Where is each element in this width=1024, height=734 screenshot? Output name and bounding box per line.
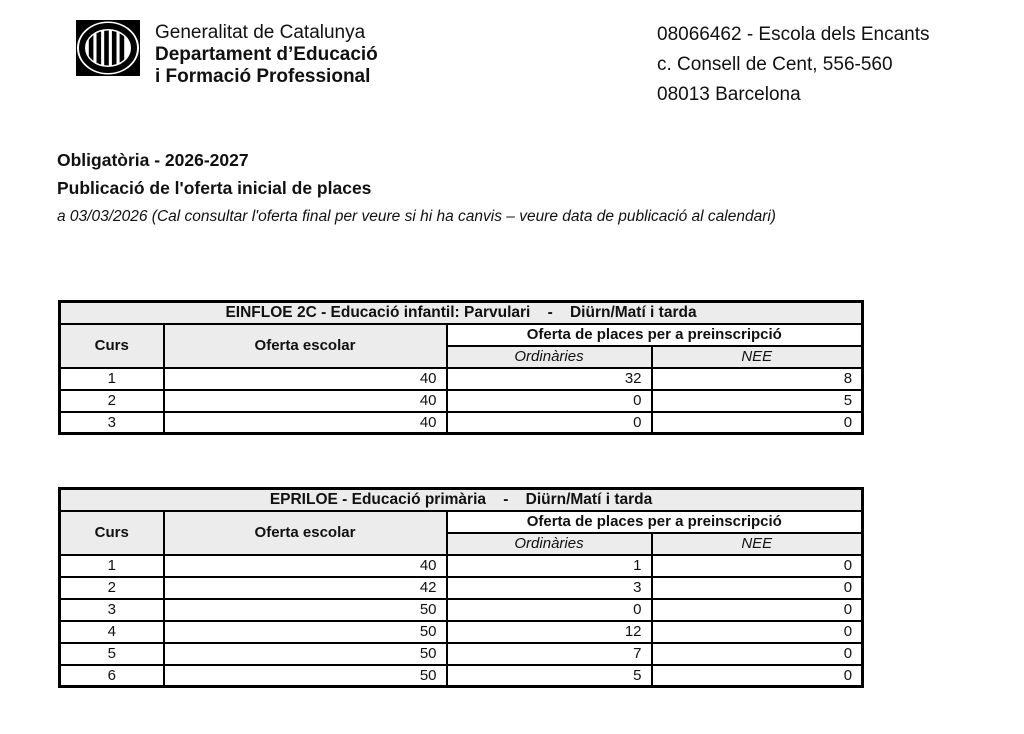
page-subtitle: Publicació de l'oferta inicial de places bbox=[57, 178, 372, 198]
cell-ordinaries: 0 bbox=[447, 599, 652, 621]
cell-curs: 3 bbox=[60, 412, 164, 434]
table-title: EPRILOE - Educació primària - Diürn/Matí i tarda bbox=[60, 489, 863, 511]
org-name-line1: Generalitat de Catalunya bbox=[155, 22, 366, 43]
table-title: EINFLOE 2C - Educació infantil: Parvulari - Diürn/Matí i tarda bbox=[60, 302, 863, 324]
table-row bbox=[60, 390, 863, 412]
org-name-line2: Departament d’Educació bbox=[155, 44, 378, 65]
cell-nee: 0 bbox=[652, 555, 863, 577]
col-header-nee: NEE bbox=[652, 346, 863, 368]
cell-ordinaries: 0 bbox=[447, 412, 652, 434]
org-name-line3: i Formació Professional bbox=[155, 66, 371, 87]
cell-oferta-escolar: 50 bbox=[164, 643, 447, 665]
cell-curs: 3 bbox=[60, 599, 164, 621]
table-row bbox=[60, 665, 863, 687]
table-row bbox=[60, 621, 863, 643]
cell-oferta-escolar: 40 bbox=[164, 368, 447, 390]
cell-nee: 0 bbox=[652, 621, 863, 643]
cell-curs: 2 bbox=[60, 577, 164, 599]
cell-oferta-escolar: 40 bbox=[164, 555, 447, 577]
col-header-preinscripcio: Oferta de places per a preinscripció bbox=[447, 324, 863, 346]
cell-ordinaries: 0 bbox=[447, 390, 652, 412]
table-row bbox=[60, 368, 863, 390]
col-header-oferta-escolar: Oferta escolar bbox=[164, 511, 447, 555]
col-header-oferta-escolar: Oferta escolar bbox=[164, 324, 447, 368]
offer-table-epriloe-wrapper bbox=[58, 487, 864, 688]
col-header-nee: NEE bbox=[652, 533, 863, 555]
col-header-curs: Curs bbox=[60, 511, 164, 555]
org-name-block bbox=[155, 22, 378, 88]
table-row bbox=[60, 555, 863, 577]
col-header-preinscripcio: Oferta de places per a preinscripció bbox=[447, 511, 863, 533]
offer-table-einfloe bbox=[58, 300, 864, 435]
table-row bbox=[60, 577, 863, 599]
cell-nee: 0 bbox=[652, 599, 863, 621]
table-title-row bbox=[60, 489, 863, 511]
school-city: 08013 Barcelona bbox=[657, 84, 801, 105]
offer-table-epriloe bbox=[58, 487, 864, 688]
school-code-name: 08066462 - Escola dels Encants bbox=[657, 24, 930, 45]
col-header-ordinaries: Ordinàries bbox=[447, 533, 652, 555]
table-row bbox=[60, 643, 863, 665]
cell-ordinaries: 7 bbox=[447, 643, 652, 665]
cell-ordinaries: 12 bbox=[447, 621, 652, 643]
cell-nee: 0 bbox=[652, 643, 863, 665]
school-street: c. Consell de Cent, 556-560 bbox=[657, 54, 893, 75]
cell-nee: 5 bbox=[652, 390, 863, 412]
cell-ordinaries: 32 bbox=[447, 368, 652, 390]
cell-oferta-escolar: 40 bbox=[164, 390, 447, 412]
cell-nee: 8 bbox=[652, 368, 863, 390]
cell-oferta-escolar: 50 bbox=[164, 621, 447, 643]
cell-curs: 1 bbox=[60, 555, 164, 577]
school-address-block bbox=[657, 20, 930, 110]
cell-oferta-escolar: 50 bbox=[164, 599, 447, 621]
cell-oferta-escolar: 40 bbox=[164, 412, 447, 434]
cell-curs: 5 bbox=[60, 643, 164, 665]
cell-curs: 1 bbox=[60, 368, 164, 390]
cell-curs: 2 bbox=[60, 390, 164, 412]
table-row bbox=[60, 412, 863, 434]
offer-table-einfloe-wrapper bbox=[58, 300, 864, 435]
document-titles bbox=[57, 146, 776, 230]
generalitat-de-catalunya-logo-icon bbox=[75, 19, 141, 89]
cell-ordinaries: 3 bbox=[447, 577, 652, 599]
table-body bbox=[60, 555, 863, 687]
table-row bbox=[60, 599, 863, 621]
table-body bbox=[60, 368, 863, 434]
cell-curs: 4 bbox=[60, 621, 164, 643]
cell-oferta-escolar: 50 bbox=[164, 665, 447, 687]
table-header-row bbox=[60, 511, 863, 533]
cell-ordinaries: 5 bbox=[447, 665, 652, 687]
page-title: Obligatòria - 2026-2027 bbox=[57, 150, 249, 170]
cell-curs: 6 bbox=[60, 665, 164, 687]
table-title-row bbox=[60, 302, 863, 324]
cell-nee: 0 bbox=[652, 412, 863, 434]
cell-nee: 0 bbox=[652, 665, 863, 687]
col-header-ordinaries: Ordinàries bbox=[447, 346, 652, 368]
table-header-row bbox=[60, 324, 863, 346]
publication-note: a 03/03/2026 (Cal consultar l'oferta final per veure si hi ha canvis – veure data de publicació al calendari) bbox=[57, 208, 776, 225]
col-header-curs: Curs bbox=[60, 324, 164, 368]
cell-oferta-escolar: 42 bbox=[164, 577, 447, 599]
cell-nee: 0 bbox=[652, 577, 863, 599]
cell-ordinaries: 1 bbox=[447, 555, 652, 577]
